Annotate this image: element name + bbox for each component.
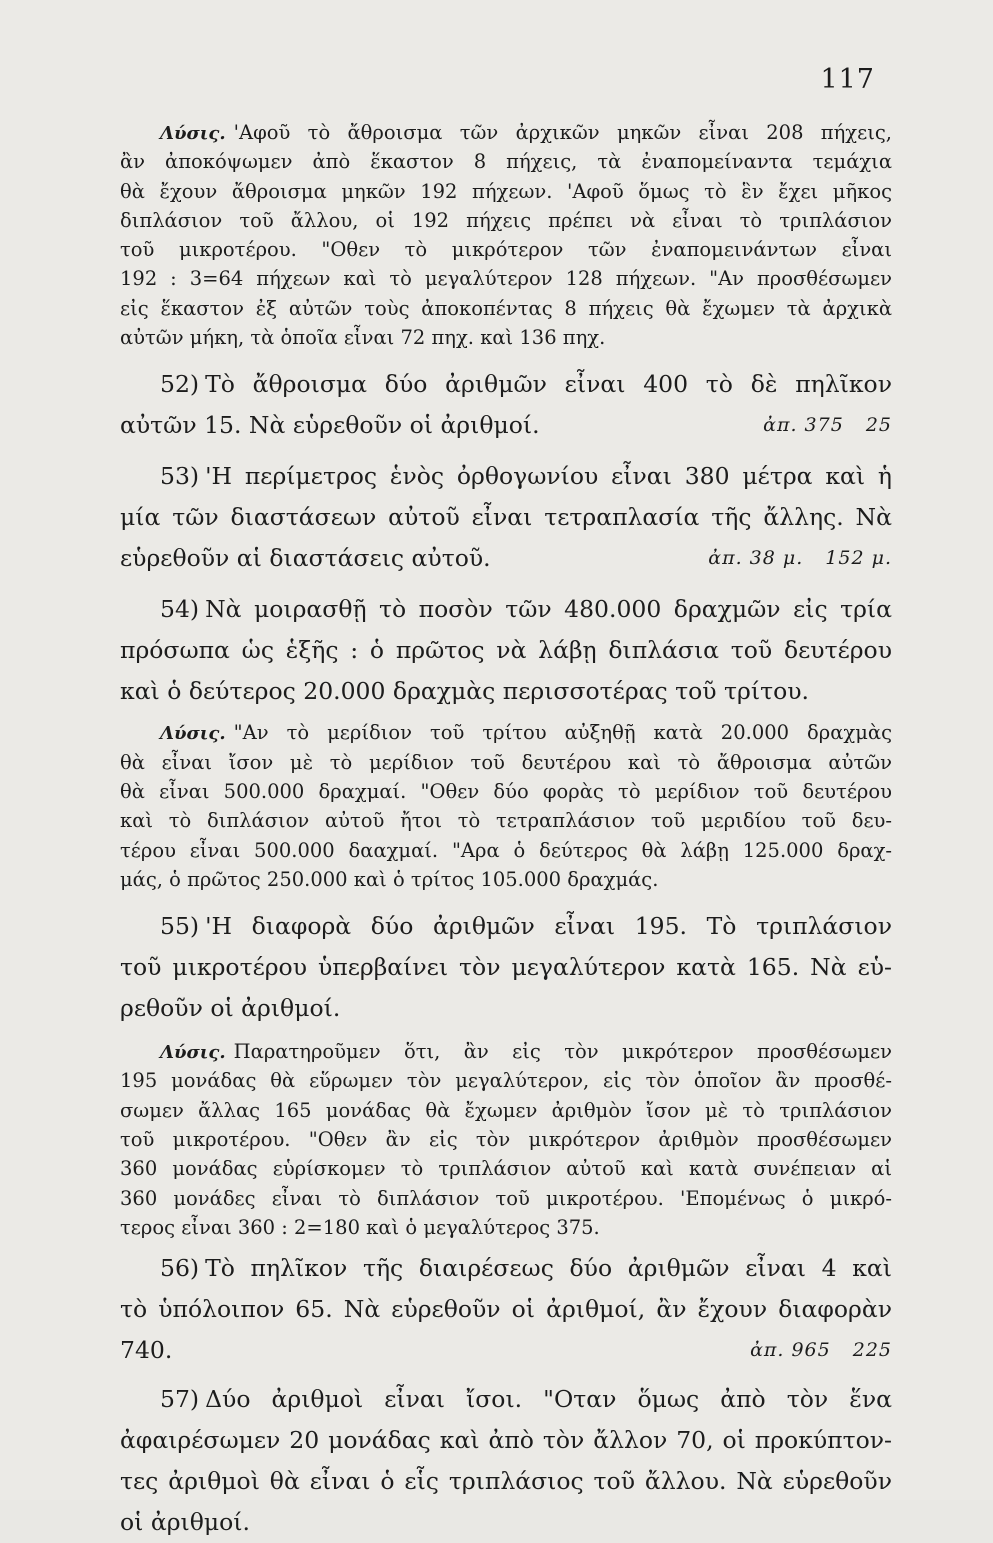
line-text: 195 μονάδας θὰ εὕρωμεν τὸν μεγαλύτερον, εἰς τὸν ὁποῖον ἂν προσθέ-	[120, 1069, 892, 1093]
text-line	[120, 1066, 892, 1095]
answer	[763, 405, 892, 446]
text-line	[120, 206, 892, 235]
text-line	[120, 1154, 892, 1183]
line-text: ἂν ἀποκόψωμεν ἀπὸ ἕκαστον 8 πήχεις, τὰ ἐναπομείναντα τεμάχια	[120, 150, 892, 174]
solution-block	[120, 1037, 892, 1242]
solution-label: Λύσις.	[160, 723, 226, 745]
text-line	[120, 1502, 892, 1543]
text-line	[120, 456, 892, 497]
text-line	[120, 364, 892, 405]
line-text: εἰς ἕκαστον ἐξ αὐτῶν τοὺς ἀποκοπέντας 8 πήχεις θὰ ἔχωμεν τὰ ἀρχικὰ	[120, 296, 892, 320]
answer-value: ἀπ. 375	[763, 414, 844, 437]
line-text: τες ἀριθμοὶ θὰ εἶναι ὁ εἷς τριπλάσιος τοῦ ἄλλου. Νὰ εὑρεθοῦν	[120, 1467, 892, 1496]
problem-57	[120, 1379, 892, 1543]
line-text: τέρου εἶναι 500.000 δααχμαί. "Αρα ὁ δεύτερος θὰ λάβῃ 125.000 δραχ-	[120, 838, 892, 862]
line-text: τοῦ μικροτέρου. "Οθεν τὸ μικρότερον τῶν ἐναπομεινάντων εἶναι	[120, 238, 892, 262]
text-line	[120, 1330, 892, 1371]
page-content	[120, 118, 892, 1543]
text-line	[120, 806, 892, 835]
text-line	[120, 1213, 892, 1242]
text-line	[120, 1096, 892, 1125]
line-text: θὰ εἶναι 500.000 δραχμαί. "Οθεν δύο φορὰς τὸ μερίδιον τοῦ δευτέρου	[120, 779, 892, 803]
text-line	[120, 1289, 892, 1330]
line-text: τερος εἶναι 360 : 2=180 καὶ ὁ μεγαλύτερος 375.	[120, 1215, 600, 1239]
line-text: Τὸ πηλῖκον τῆς διαιρέσεως δύο ἀριθμῶν εἶναι 4 καὶ	[205, 1254, 892, 1283]
text-line	[120, 589, 892, 630]
answer-value: 25	[865, 414, 892, 437]
text-line	[120, 323, 892, 352]
text-line	[120, 748, 892, 777]
line-text: 'Η διαφορὰ δύο ἀριθμῶν εἶναι 195. Τὸ τριπλάσιον	[205, 912, 892, 941]
text-line	[120, 988, 892, 1029]
line-text: αὐτῶν μήκη, τὰ ὁποῖα εἶναι 72 πηχ. καὶ 136 πηχ.	[120, 326, 606, 350]
text-line	[120, 264, 892, 293]
text-line	[120, 1420, 892, 1461]
answer-value: 152 μ.	[825, 547, 892, 570]
text-line	[120, 718, 892, 747]
line-text: θὰ ἔχουν ἄθροισμα μηκῶν 192 πήχεων. 'Αφοῦ ὅμως τὸ ἓν ἔχει μῆκος	[120, 179, 892, 203]
problem-number: 53)	[160, 462, 200, 491]
line-text: τοῦ μικροτέρου ὑπερβαίνει τὸν μεγαλύτερον κατὰ 165. Νὰ εὑ-	[120, 953, 892, 982]
text-line	[120, 147, 892, 176]
solution-block	[120, 118, 892, 352]
text-line	[120, 836, 892, 865]
line-text: Νὰ μοιρασθῇ τὸ ποσὸν τῶν 480.000 δραχμῶν εἰς τρία	[205, 595, 892, 624]
problem-number: 54)	[160, 595, 200, 624]
text-line	[120, 947, 892, 988]
text-line	[120, 1379, 892, 1420]
text-line	[120, 235, 892, 264]
answer	[708, 538, 892, 579]
text-line	[120, 865, 892, 894]
problem-52	[120, 364, 892, 446]
line-text: 740.	[120, 1336, 173, 1365]
solution-label: Λύσις.	[160, 123, 226, 144]
text-line	[120, 630, 892, 671]
line-text: 192 : 3=64 πήχεων καὶ τὸ μεγαλύτερον 128 πήχεων. "Αν προσθέσωμεν	[120, 267, 892, 291]
page-number: 117	[820, 64, 875, 95]
problem-56	[120, 1248, 892, 1371]
answer	[750, 1330, 892, 1371]
answer-value: ἀπ. 965	[750, 1339, 831, 1362]
line-text: 'Αφοῦ τὸ ἄθροισμα τῶν ἀρχικῶν μηκῶν εἶναι 208 πήχεις,	[233, 121, 892, 144]
text-line	[120, 538, 892, 579]
line-text: 360 μονάδες εἶναι τὸ διπλάσιον τοῦ μικροτέρου. 'Επομένως ὁ μικρό-	[120, 1186, 892, 1210]
text-line	[120, 405, 892, 446]
line-text: καὶ τὸ διπλάσιον αὐτοῦ ἤτοι τὸ τετραπλάσιον τοῦ μεριδίου τοῦ δευ-	[120, 809, 892, 833]
line-text: 'Η περίμετρος ἑνὸς ὀρθογωνίου εἶναι 380 μέτρα καὶ ἡ	[205, 462, 892, 491]
line-text: εὑρεθοῦν αἱ διαστάσεις αὐτοῦ.	[120, 544, 491, 573]
text-line	[120, 177, 892, 206]
line-text: διπλάσιον τοῦ ἄλλου, οἱ 192 πήχεις πρέπει νὰ εἶναι τὸ τριπλάσιον	[120, 208, 892, 232]
text-line	[120, 777, 892, 806]
line-text: "Αν τὸ μερίδιον τοῦ τρίτου αὐξηθῇ κατὰ 20.000 δραχμὰς	[233, 721, 892, 745]
text-line	[120, 497, 892, 538]
line-text: ἀφαιρέσωμεν 20 μονάδας καὶ ἀπὸ τὸν ἄλλον 70, οἱ προκύπτον-	[120, 1426, 892, 1455]
problem-number: 57)	[160, 1385, 200, 1414]
problem-number: 55)	[160, 912, 200, 941]
line-text: Παρατηροῦμεν ὅτι, ἂν εἰς τὸν μικρότερον προσθέσωμεν	[233, 1040, 892, 1064]
text-line	[120, 1037, 892, 1066]
line-text: αὐτῶν 15. Νὰ εὑρεθοῦν οἱ ἀριθμοί.	[120, 411, 540, 440]
line-text: 360 μονάδας εὑρίσκομεν τὸ τριπλάσιον αὐτοῦ καὶ κατὰ συνέπειαν αἱ	[120, 1157, 892, 1181]
text-line	[120, 1248, 892, 1289]
line-text: τὸ ὑπόλοιπον 65. Νὰ εὑρεθοῦν οἱ ἀριθμοί, ἂν ἔχουν διαφορὰν	[120, 1295, 892, 1324]
text-line	[120, 294, 892, 323]
text-line	[120, 1461, 892, 1502]
answer-value: 225	[852, 1339, 892, 1362]
line-text: μάς, ὁ πρῶτος 250.000 καὶ ὁ τρίτος 105.000 δραχμάς.	[120, 867, 659, 891]
text-line	[120, 118, 892, 147]
line-text: Δύο ἀριθμοὶ εἶναι ἴσοι. "Οταν ὅμως ἀπὸ τὸν ἕνα	[205, 1385, 892, 1414]
line-text: τοῦ μικροτέρου. "Οθεν ἂν εἰς τὸν μικρότερον ἀριθμὸν προσθέσωμεν	[120, 1128, 892, 1152]
line-text: σωμεν ἄλλας 165 μονάδας θὰ ἔχωμεν ἀριθμὸν ἴσον μὲ τὸ τριπλάσιον	[120, 1098, 892, 1122]
problem-number: 56)	[160, 1254, 200, 1283]
line-text: θὰ εἶναι ἴσον μὲ τὸ μερίδιον τοῦ δευτέρου καὶ τὸ ἄθροισμα αὐτῶν	[120, 750, 892, 774]
line-text: ρεθοῦν οἱ ἀριθμοί.	[120, 994, 341, 1023]
problem-number: 52)	[160, 370, 200, 399]
solution-block	[120, 718, 892, 894]
line-text: καὶ ὁ δεύτερος 20.000 δραχμὰς περισσοτέρας τοῦ τρίτου.	[120, 677, 809, 706]
text-line	[120, 1125, 892, 1154]
answer-value: ἀπ. 38 μ.	[708, 547, 804, 570]
line-text: μία τῶν διαστάσεων αὐτοῦ εἶναι τετραπλασία τῆς ἄλλης. Νὰ	[120, 503, 892, 532]
problem-54	[120, 589, 892, 712]
line-text: οἱ ἀριθμοί.	[120, 1508, 250, 1537]
text-line	[120, 906, 892, 947]
line-text: πρόσωπα ὡς ἑξῆς : ὁ πρῶτος νὰ λάβῃ διπλάσια τοῦ δευτέρου	[120, 636, 892, 665]
text-line	[120, 1184, 892, 1213]
line-text: Τὸ ἄθροισμα δύο ἀριθμῶν εἶναι 400 τὸ δὲ πηλῖκον	[205, 370, 892, 399]
solution-label: Λύσις.	[160, 1042, 226, 1064]
problem-55	[120, 906, 892, 1029]
problem-53	[120, 456, 892, 579]
text-line	[120, 671, 892, 712]
